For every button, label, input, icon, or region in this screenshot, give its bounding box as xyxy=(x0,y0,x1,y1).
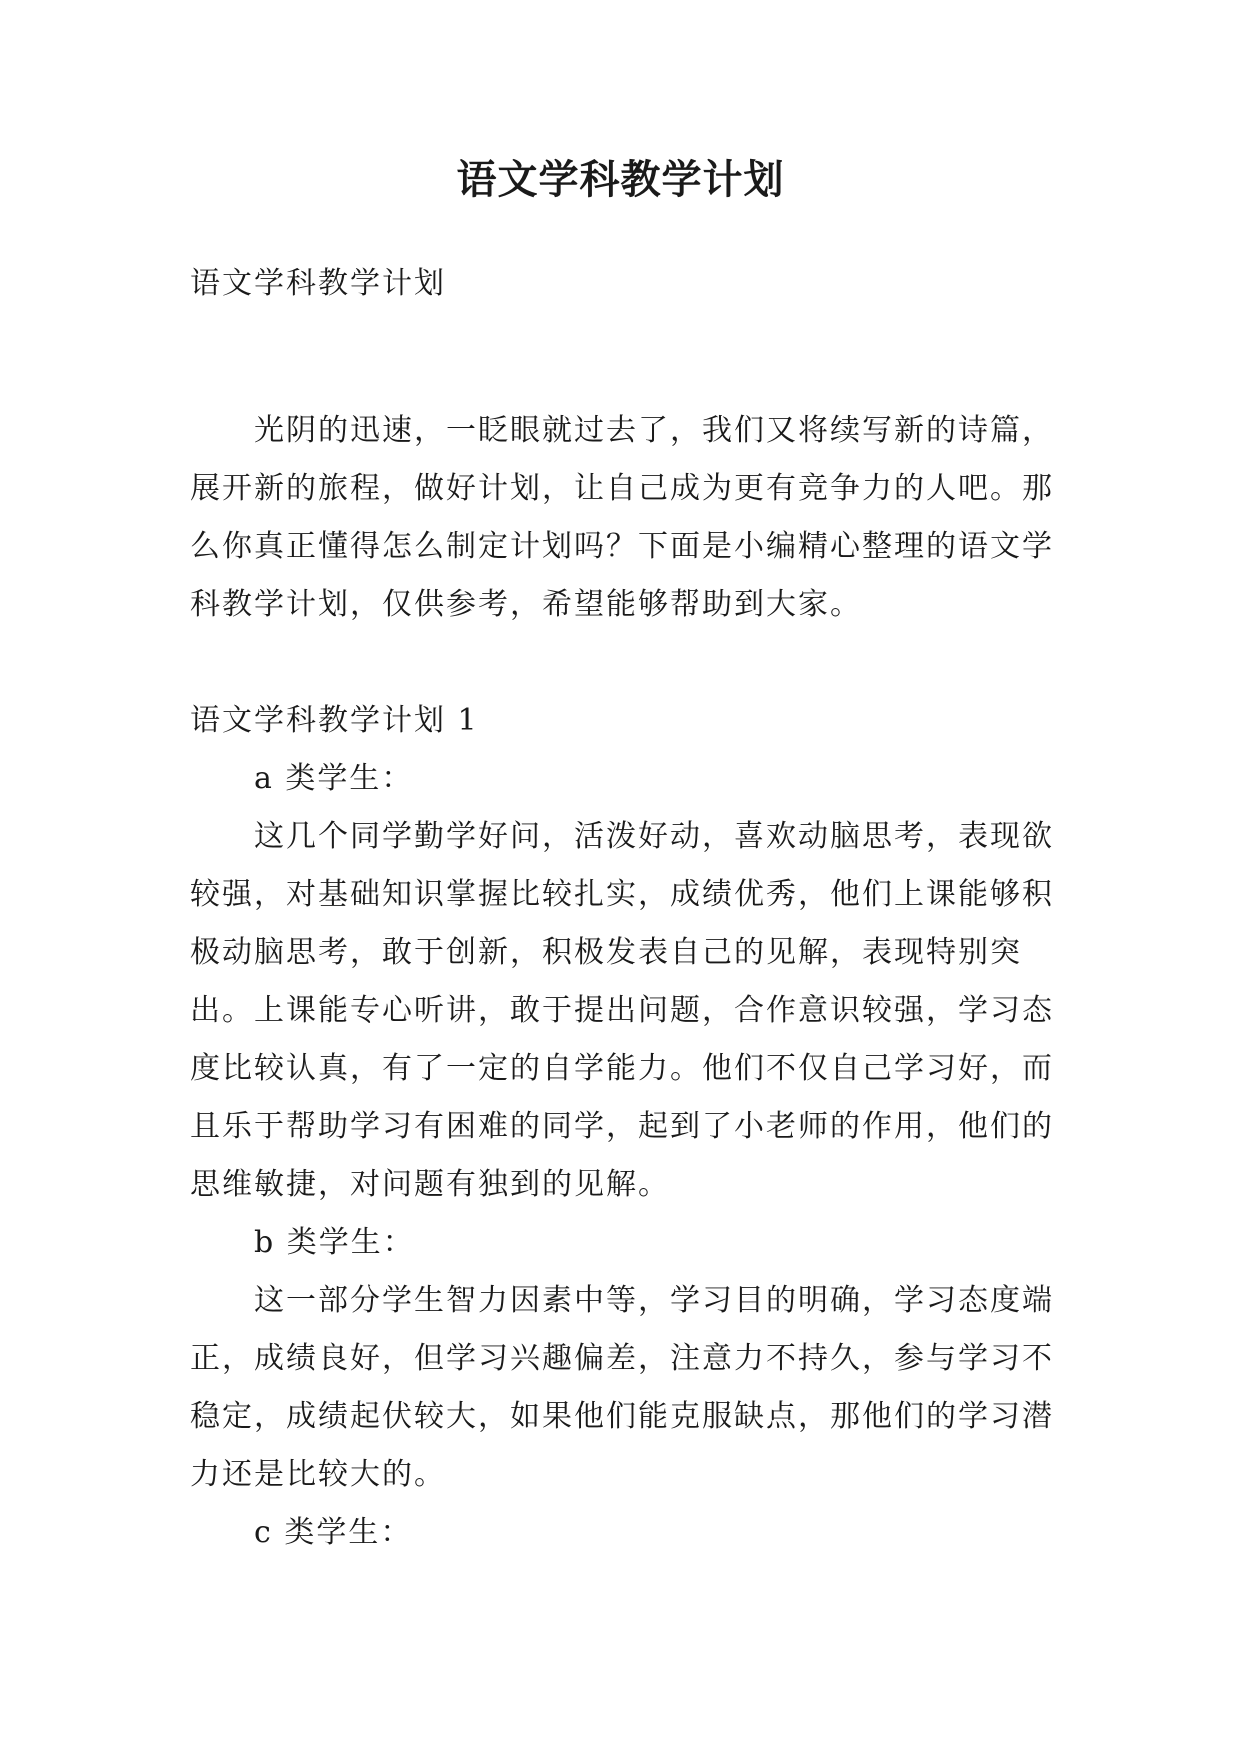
group-b-label: b 类学生： xyxy=(254,1225,415,1260)
group-a-paragraph: 这几个同学勤学好问，活泼好动，喜欢动脑思考，表现欲较强，对基础知识掌握比较扎实，成绩优秀，他们上课能够积极动脑思考，敢于创新，积极发表自己的见解，表现特别突出。上课能专心听讲，敢于提出问题，合作意识较强，学习态度比较认真，有了一定的自学能力。他们不仅自己学习好，而且乐于帮助学习有困难的同学，起到了小老师的作用，他们的思维敏捷，对问题有独到的见解。 xyxy=(190,819,1054,1202)
document-subtitle: 语文学科教学计划 xyxy=(190,266,446,301)
group-a-label: a 类学生： xyxy=(254,761,414,796)
group-c-label: c 类学生： xyxy=(254,1515,413,1550)
document-title: 语文学科教学计划 xyxy=(456,156,785,203)
group-b-paragraph: 这一部分学生智力因素中等，学习目的明确，学习态度端正，成绩良好，但学习兴趣偏差，注意力不持久，参与学习不稳定，成绩起伏较大，如果他们能克服缺点，那他们的学习潜力还是比较大的。 xyxy=(190,1283,1054,1492)
section-heading: 语文学科教学计划 1 xyxy=(190,703,479,738)
intro-paragraph: 光阴的迅速，一眨眼就过去了，我们又将续写新的诗篇，展开新的旅程，做好计划，让自己成为更有竞争力的人吧。那么你真正懂得怎么制定计划吗？下面是小编精心整理的语文学科教学计划，仅供参考，希望能够帮助到大家。 xyxy=(190,413,1054,622)
